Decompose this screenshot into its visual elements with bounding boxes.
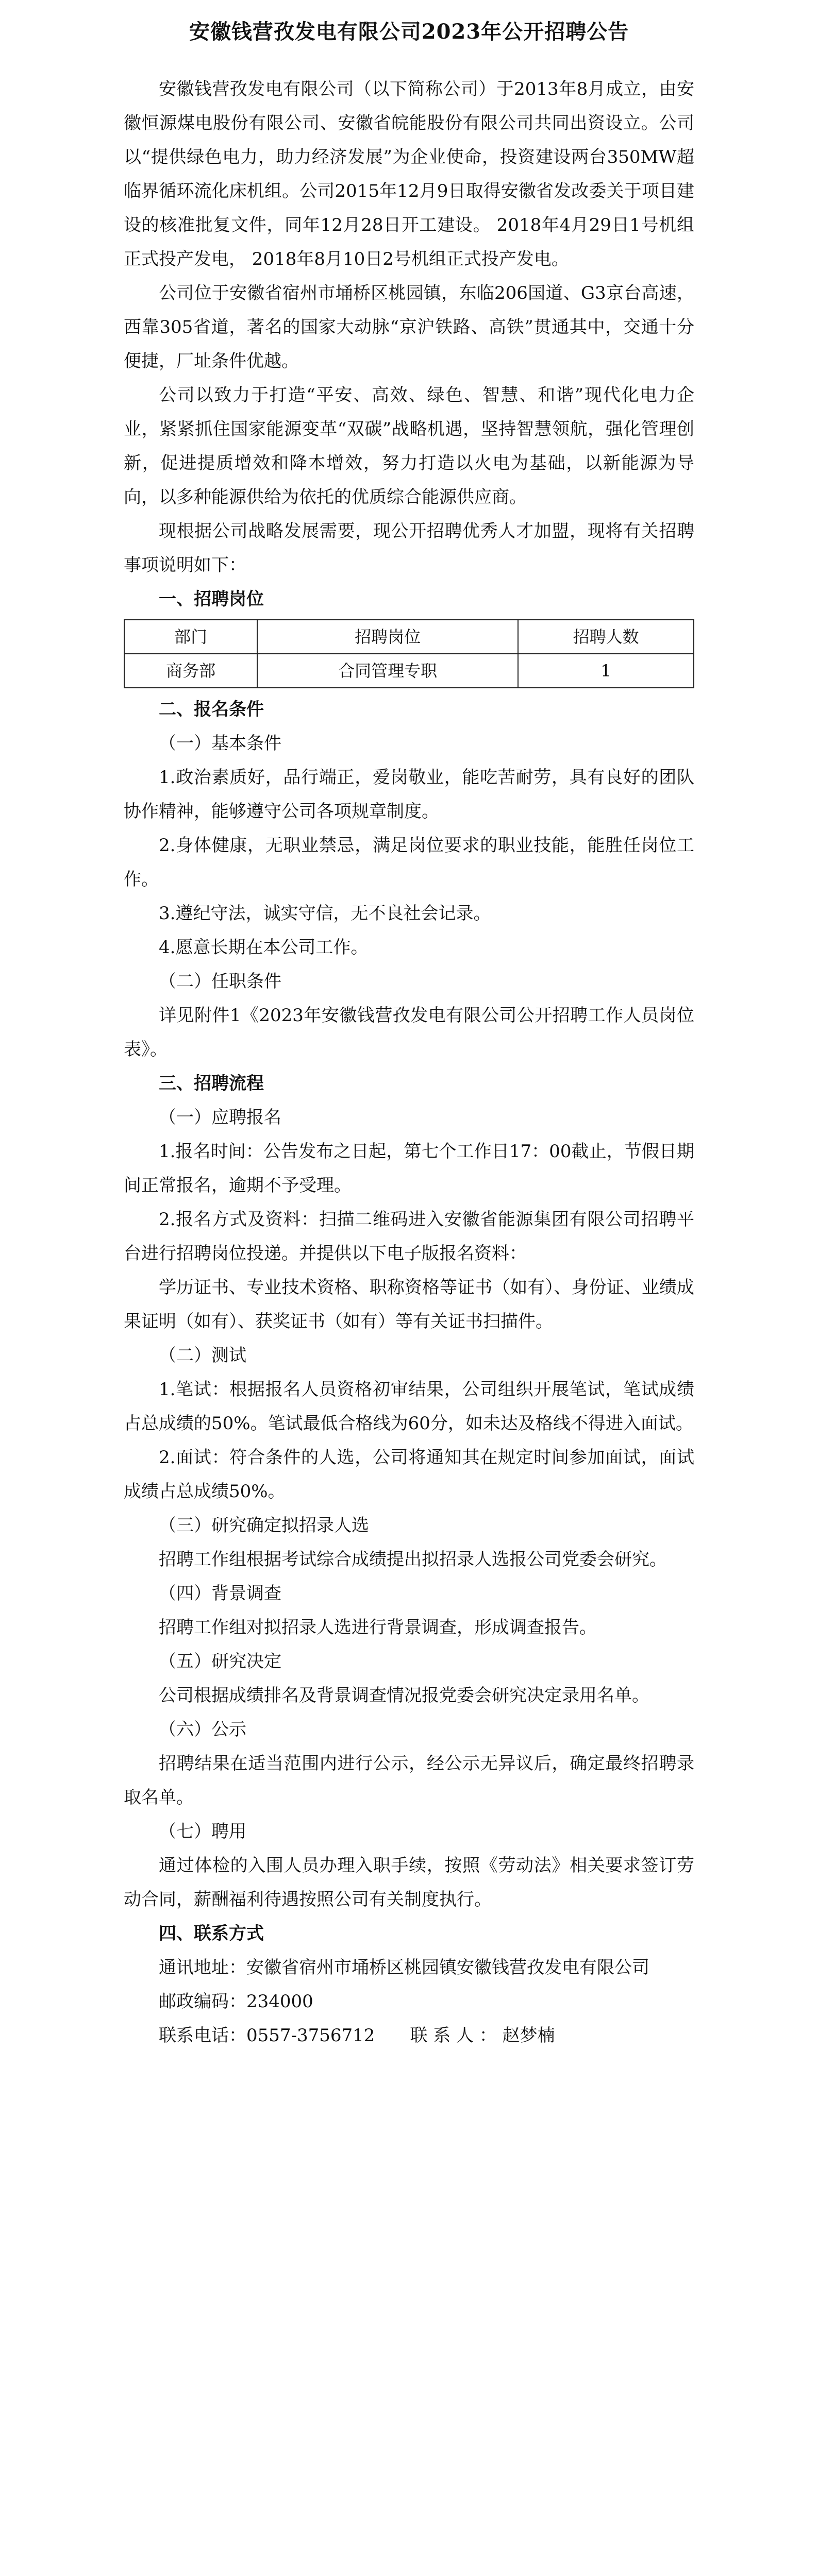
contact-postcode: 邮政编码：234000 — [159, 1991, 313, 2012]
table-cell: 商务部 — [124, 654, 257, 688]
table-header-row — [124, 620, 694, 654]
process-item: 招聘结果在适当范围内进行公示，经公示无异议后，确定最终招聘录取名单。 — [124, 1753, 694, 1808]
process-item: 招聘工作组根据考试综合成绩提出拟招录人选报公司党委会研究。 — [159, 1549, 667, 1570]
condition-item: 1.政治素质好，品行端正，爱岗敬业，能吃苦耐劳，具有良好的团队协作精神，能够遵守公司各项规章制度。 — [124, 767, 694, 822]
table-row — [124, 654, 694, 688]
condition-item: 2.身体健康，无职业禁忌，满足岗位要求的职业技能，能胜任岗位工作。 — [124, 835, 694, 890]
section-heading-process: 三、招聘流程 — [159, 1073, 264, 1094]
subsection-heading: （二）任职条件 — [159, 971, 281, 992]
process-item: 招聘工作组对拟招录人选进行背景调查，形成调查报告。 — [159, 1617, 597, 1638]
subsection-heading: （四）背景调查 — [159, 1583, 281, 1604]
positions-table — [124, 619, 694, 688]
table-cell: 1 — [518, 654, 694, 688]
process-item: 1.报名时间：公告发布之日起，第七个工作日17：00截止，节假日期间正常报名，逾期不予受理。 — [124, 1141, 694, 1196]
subsection-heading: （一）基本条件 — [159, 733, 281, 754]
table-header-cell: 部门 — [124, 620, 257, 654]
subsection-heading: （五）研究决定 — [159, 1651, 281, 1672]
subsection-heading: （七）聘用 — [159, 1821, 246, 1842]
contact-phone: 联系电话：0557-3756712 联 系 人 ： 赵梦楠 — [159, 2025, 555, 2046]
table-header-cell: 招聘岗位 — [257, 620, 518, 654]
process-item: 1.笔试：根据报名人员资格初审结果，公司组织开展笔试，笔试成绩占总成绩的50%。笔试最低合格线为60分，如未达及格线不得进入面试。 — [124, 1379, 694, 1434]
subsection-heading: （六）公示 — [159, 1719, 246, 1740]
condition-item: 3.遵纪守法，诚实守信，无不良社会记录。 — [159, 903, 491, 924]
process-item: 2.面试：符合条件的人选，公司将通知其在规定时间参加面试，面试成绩占总成绩50%。 — [124, 1447, 694, 1502]
subsection-heading: （三）研究确定拟招录人选 — [159, 1515, 369, 1536]
announcement-body — [124, 72, 694, 2053]
process-item: 公司根据成绩排名及背景调查情况报党委会研究决定录用名单。 — [159, 1685, 649, 1706]
process-item: 通过体检的入围人员办理入职手续，按照《劳动法》相关要求签订劳动合同，薪酬福利待遇按照公司有关制度执行。 — [124, 1855, 694, 1910]
section-heading-conditions: 二、报名条件 — [159, 699, 264, 720]
subsection-heading: （二）测试 — [159, 1345, 246, 1366]
section-heading-positions: 一、招聘岗位 — [159, 589, 264, 609]
process-item: 2.报名方式及资料：扫描二维码进入安徽省能源集团有限公司招聘平台进行招聘岗位投递。并提供以下电子版报名资料： — [124, 1209, 694, 1264]
table-cell: 合同管理专职 — [257, 654, 518, 688]
page-title: 安徽钱营孜发电有限公司2023年公开招聘公告 — [189, 20, 629, 44]
table-header-cell: 招聘人数 — [518, 620, 694, 654]
section-heading-contact: 四、联系方式 — [159, 1923, 264, 1944]
condition-item: 详见附件1《2023年安徽钱营孜发电有限公司公开招聘工作人员岗位表》。 — [124, 1005, 694, 1060]
intro-paragraph: 公司以致力于打造“平安、高效、绿色、智慧、和谐”现代化电力企业，紧紧抓住国家能源变革“双碳”战略机遇，坚持智慧领航，强化管理创新，促进提质增效和降本增效，努力打造以火电为基础，以新能源为导向，以多种能源供给为依托的优质综合能源供应商。 — [124, 385, 694, 507]
contact-address: 通讯地址：安徽省宿州市埇桥区桃园镇安徽钱营孜发电有限公司 — [159, 1957, 649, 1978]
intro-paragraph: 公司位于安徽省宿州市埇桥区桃园镇，东临206国道、G3京台高速，西靠305省道，著名的国家大动脉“京沪铁路、高铁”贯通其中，交通十分便捷，厂址条件优越。 — [124, 283, 694, 371]
intro-paragraph: 现根据公司战略发展需要，现公开招聘优秀人才加盟，现将有关招聘事项说明如下： — [124, 521, 694, 575]
intro-paragraph: 安徽钱营孜发电有限公司（以下简称公司）于2013年8月成立，由安徽恒源煤电股份有限公司、安徽省皖能股份有限公司共同出资设立。公司以“提供绿色电力，助力经济发展”为企业使命，投资建设两台350MW超临界循环流化床机组。公司2015年12月9日取得安徽省发改委关于项目建设的核准批复文件，同年12月28日开工建设。 2018年4月29日1号机组正式投产发电， 2018年8月10日2号机组正式投产发电。 — [124, 79, 694, 269]
condition-item: 4.愿意长期在本公司工作。 — [159, 937, 369, 958]
process-item: 学历证书、专业技术资格、职称资格等证书（如有）、身份证、业绩成果证明（如有）、获奖证书（如有）等有关证书扫描件。 — [124, 1277, 694, 1332]
subsection-heading: （一）应聘报名 — [159, 1107, 281, 1128]
